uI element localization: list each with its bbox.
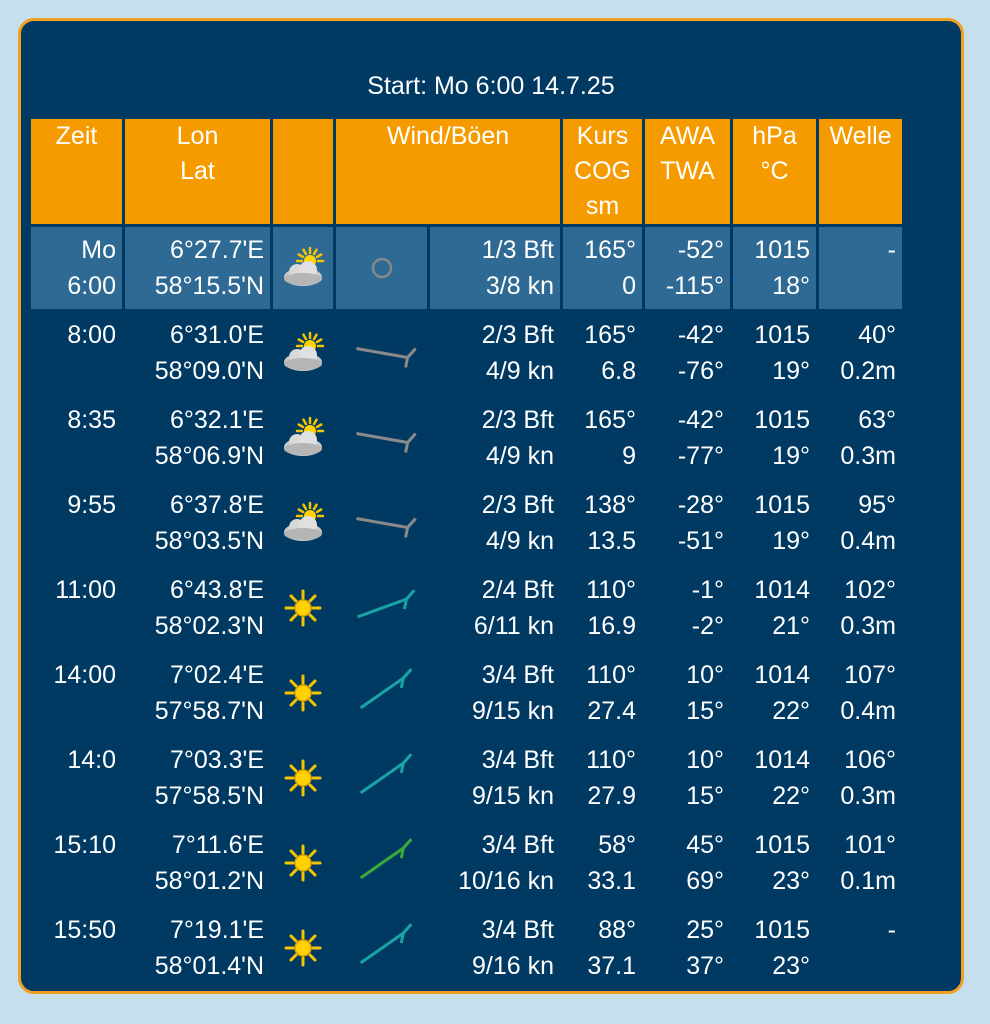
cell-pressure-temp: 1014 22°: [754, 746, 810, 810]
header-awa-twa[interactable]: AWA TWA: [645, 119, 730, 224]
cell-wind-speed: 3/4 Bft 9/16 kn: [471, 916, 554, 980]
cell-wind-arrow: [336, 737, 427, 819]
table-row[interactable]: [31, 482, 902, 564]
cell-time: 15:10: [53, 831, 116, 859]
cell-pressure-temp: 1015 19°: [754, 406, 810, 470]
cell-weather: [273, 822, 333, 904]
table-header-row: [31, 119, 902, 224]
table-row[interactable]: [31, 397, 902, 479]
cell-wind-speed: 2/3 Bft 4/9 kn: [481, 321, 554, 385]
wind-barb-icon: [347, 748, 417, 808]
cell-welle: -: [819, 227, 902, 309]
cell-pressure-temp: 1015 19°: [754, 321, 810, 385]
cell-kurs: 165° 0: [563, 227, 642, 309]
cell-awa-twa: -42° -76°: [677, 321, 724, 385]
header-zeit[interactable]: Zeit: [31, 119, 122, 224]
wind-barb-icon: [347, 408, 417, 468]
partly-cloudy-icon: [280, 500, 326, 546]
cell-awa-twa: -28° -51°: [677, 491, 724, 555]
cell-position: 7°02.4'E 57°58.7'N: [154, 661, 264, 725]
cell-kurs: 138° 13.5: [584, 491, 636, 555]
cell-weather: [273, 312, 333, 394]
partly-cloudy-icon: [280, 330, 326, 376]
cell-time: 8:35: [67, 406, 116, 434]
cell-awa-twa: -42° -77°: [677, 406, 724, 470]
cell-welle: 101° 0.1m: [840, 831, 896, 895]
cell-position: 6°43.8'E 58°02.3'N: [154, 576, 264, 640]
cell-kurs: 165° 9: [584, 406, 636, 470]
header-wind-boeen[interactable]: Wind/Böen: [336, 119, 560, 224]
cell-kurs: 110° 27.9: [586, 746, 636, 810]
cell-position: 7°11.6'E 58°01.2'N: [154, 831, 264, 895]
cell-welle: 95° 0.4m: [840, 491, 896, 555]
table-row[interactable]: [31, 567, 902, 649]
cell-kurs: 165° 6.8: [584, 321, 636, 385]
cell-position: 6°31.0'E 58°09.0'N: [154, 321, 264, 385]
cell-time: 14:00: [53, 661, 116, 689]
cell-awa-twa: 25° 37°: [686, 916, 724, 980]
cell-pressure-temp: 1015 18°: [733, 227, 816, 309]
sun-icon: [280, 840, 326, 886]
cell-time: 14:0: [67, 746, 116, 774]
sun-icon: [280, 670, 326, 716]
cell-wind-arrow: [336, 397, 427, 479]
cell-wind-arrow: [336, 822, 427, 904]
wind-barb-icon: [347, 578, 417, 638]
cell-welle: 107° 0.4m: [840, 661, 896, 725]
table-row[interactable]: [31, 312, 902, 394]
sun-icon: [280, 755, 326, 801]
route-panel: [18, 18, 964, 994]
wind-barb-icon: [347, 663, 417, 723]
cell-time: 11:00: [55, 576, 116, 604]
wind-barb-icon: [347, 493, 417, 553]
table-row[interactable]: [31, 907, 902, 989]
header-weather-icon[interactable]: [273, 119, 333, 224]
cell-pressure-temp: 1015 23°: [754, 916, 810, 980]
cell-weather: [273, 907, 333, 989]
cell-awa-twa: -1° -2°: [691, 576, 724, 640]
cell-pressure-temp: 1015 19°: [754, 491, 810, 555]
cell-kurs: 110° 16.9: [586, 576, 636, 640]
table-row[interactable]: [31, 822, 902, 904]
header-lon-lat[interactable]: Lon Lat: [125, 119, 270, 224]
cell-pressure-temp: 1015 23°: [754, 831, 810, 895]
cell-awa-twa: 10° 15°: [686, 746, 724, 810]
route-table: [28, 116, 905, 992]
cell-welle: 40° 0.2m: [840, 321, 896, 385]
cell-weather: [273, 482, 333, 564]
cell-wind-arrow: [336, 482, 427, 564]
cell-kurs: 110° 27.4: [586, 661, 636, 725]
cell-time: 15:50: [53, 916, 116, 944]
cell-weather: [273, 737, 333, 819]
cell-awa-twa: 45° 69°: [686, 831, 724, 895]
cell-weather: [273, 227, 333, 309]
cell-welle: 106° 0.3m: [840, 746, 896, 810]
cell-wind-arrow: [336, 312, 427, 394]
cell-time: Mo 6:00: [31, 227, 122, 309]
header-welle[interactable]: Welle: [819, 119, 902, 224]
cell-wind-speed: 1/3 Bft 3/8 kn: [430, 227, 560, 309]
cell-wind-speed: 3/4 Bft 10/16 kn: [458, 831, 554, 895]
wind-barb-icon: [347, 918, 417, 978]
table-row[interactable]: [31, 737, 902, 819]
cell-awa-twa: -52° -115°: [645, 227, 730, 309]
cell-wind-speed: 2/3 Bft 4/9 kn: [481, 406, 554, 470]
cell-welle: -: [887, 916, 896, 944]
cell-position: 6°32.1'E 58°06.9'N: [154, 406, 264, 470]
cell-welle: 102° 0.3m: [840, 576, 896, 640]
cell-time: 9:55: [67, 491, 116, 519]
cell-awa-twa: 10° 15°: [686, 661, 724, 725]
cell-wind-speed: 3/4 Bft 9/15 kn: [471, 746, 554, 810]
cell-weather: [273, 652, 333, 734]
cell-kurs: 88° 37.1: [587, 916, 636, 980]
header-hpa-temp[interactable]: hPa °C: [733, 119, 816, 224]
cell-pressure-temp: 1014 22°: [754, 661, 810, 725]
cell-wind-arrow: [336, 567, 427, 649]
partly-cloudy-icon: [280, 245, 326, 291]
sun-icon: [280, 925, 326, 971]
cell-position: 6°27.7'E 58°15.5'N: [125, 227, 270, 309]
cell-wind-arrow: [336, 227, 427, 309]
cell-kurs: 58° 33.1: [587, 831, 636, 895]
route-start-title: Start: Mo 6:00 14.7.25: [367, 72, 615, 100]
wind-barb-icon: [347, 323, 417, 383]
cell-wind-arrow: [336, 907, 427, 989]
header-kurs-cog-sm[interactable]: Kurs COG sm: [563, 119, 642, 224]
cell-pressure-temp: 1014 21°: [754, 576, 810, 640]
cell-welle: 63° 0.3m: [840, 406, 896, 470]
cell-weather: [273, 567, 333, 649]
table-row[interactable]: [31, 227, 902, 309]
cell-position: 7°03.3'E 57°58.5'N: [154, 746, 264, 810]
partly-cloudy-icon: [280, 415, 326, 461]
cell-position: 6°37.8'E 58°03.5'N: [154, 491, 264, 555]
wind-barb-icon: [347, 833, 417, 893]
cell-wind-speed: 2/4 Bft 6/11 kn: [473, 576, 554, 640]
table-row[interactable]: [31, 652, 902, 734]
sun-icon: [280, 585, 326, 631]
cell-wind-arrow: [336, 652, 427, 734]
cell-time: 8:00: [67, 321, 116, 349]
cell-weather: [273, 397, 333, 479]
cell-wind-speed: 2/3 Bft 4/9 kn: [481, 491, 554, 555]
calm-circle-icon: [347, 238, 417, 298]
cell-wind-speed: 3/4 Bft 9/15 kn: [471, 661, 554, 725]
cell-position: 7°19.1'E 58°01.4'N: [154, 916, 264, 980]
